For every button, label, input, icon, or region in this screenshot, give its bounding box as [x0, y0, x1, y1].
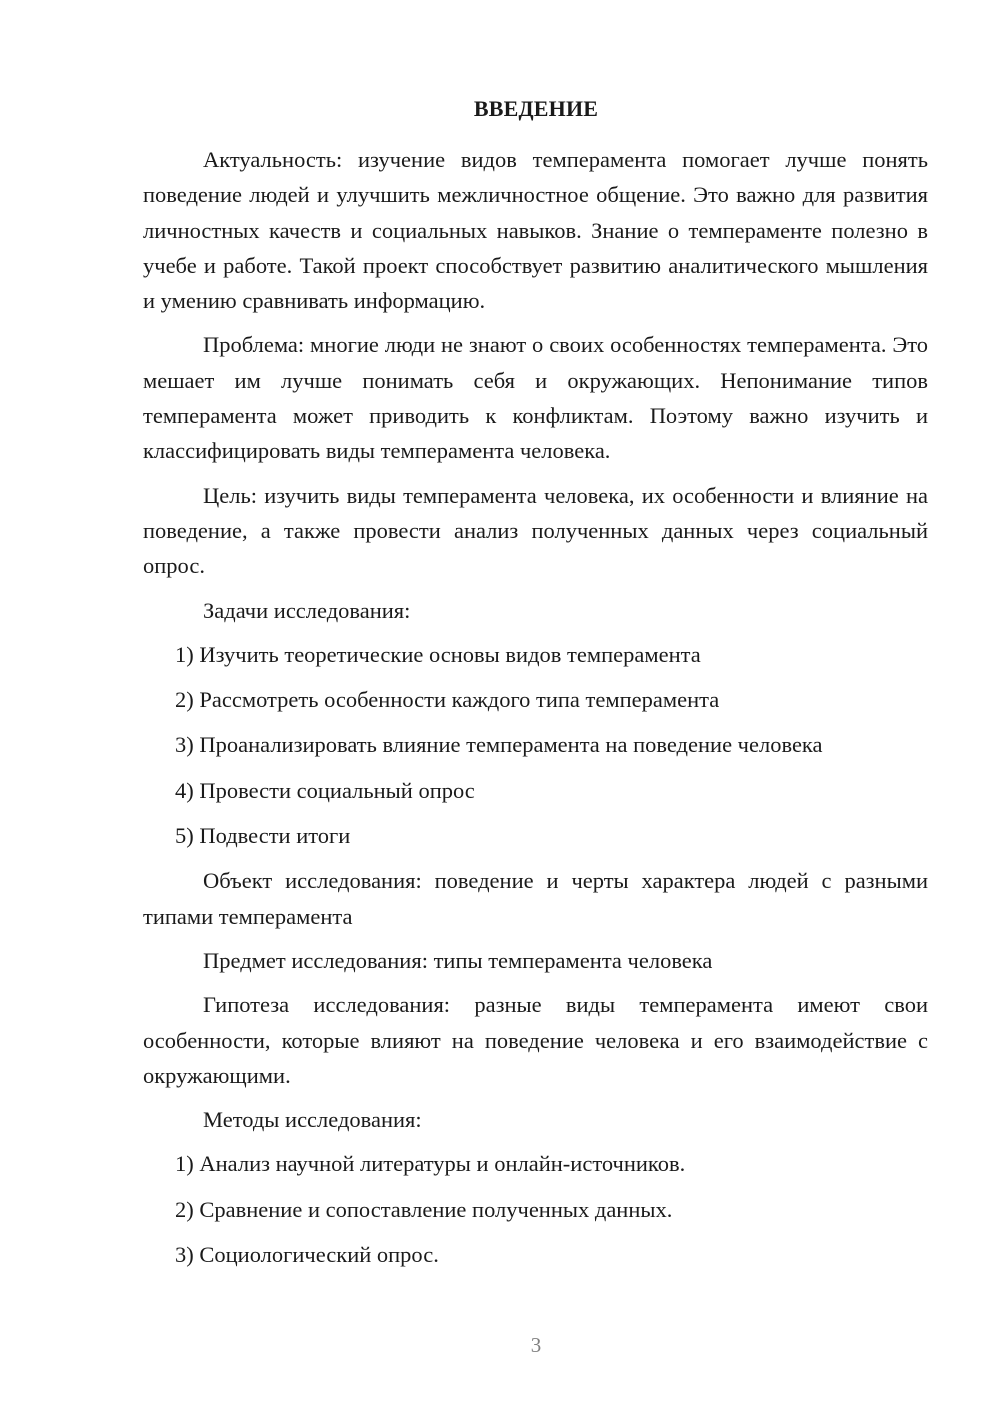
paragraph-object: Объект исследования: поведение и черты характера людей с разными типами темперамента: [143, 868, 928, 929]
list-item-method-3: 3) Социологический опрос.: [175, 1242, 439, 1268]
list-item-task-5: 5) Подвести итоги: [175, 823, 351, 849]
page-number: 3: [530, 1333, 542, 1357]
paragraph-problem: Проблема: многие люди не знают о своих особенностях темперамента. Это мешает им лучше понимать себя и окружающих. Непонимание типов темперамента может приводить к конфликтам. Поэтому важно изучить и классифицировать виды темперамента человека.: [143, 332, 928, 464]
page-title: ВВЕДЕНИЕ: [473, 96, 599, 121]
paragraph-relevance: Актуальность: изучение видов темперамента помогает лучше понять поведение людей и улучшить межличностное общение. Это важно для развития личностных качеств и социальных навыков. Знание о темпераменте полезно в учебе и работе. Такой проект способствует развитию аналитического мышления и умению сравнивать информацию.: [143, 147, 928, 314]
list-item-task-1: 1) Изучить теоретические основы видов темперамента: [175, 641, 701, 667]
paragraph-goal: Цель: изучить виды темперамента человека, их особенности и влияние на поведение, а также провести анализ полученных данных через социальный опрос.: [143, 482, 928, 579]
tasks-heading: Задачи исследования:: [203, 597, 411, 623]
methods-heading: Методы исследования:: [203, 1107, 422, 1133]
paragraph-subject: Предмет исследования: типы темперамента человека: [203, 947, 713, 973]
list-item-task-3: 3) Проанализировать влияние темперамента на поведение человека: [175, 732, 823, 758]
page-body: [143, 142, 928, 1282]
list-item-task-4: 4) Провести социальный опрос: [175, 777, 475, 803]
list-item-method-2: 2) Сравнение и сопоставление полученных данных.: [175, 1196, 673, 1222]
paragraph-hypothesis: Гипотеза исследования: разные виды темперамента имеют свои особенности, которые влияют на поведение человека и его взаимодействие с окружающими.: [143, 992, 928, 1088]
list-item-method-1: 1) Анализ научной литературы и онлайн-источников.: [175, 1151, 686, 1177]
list-item-task-2: 2) Рассмотреть особенности каждого типа темперамента: [175, 687, 720, 713]
